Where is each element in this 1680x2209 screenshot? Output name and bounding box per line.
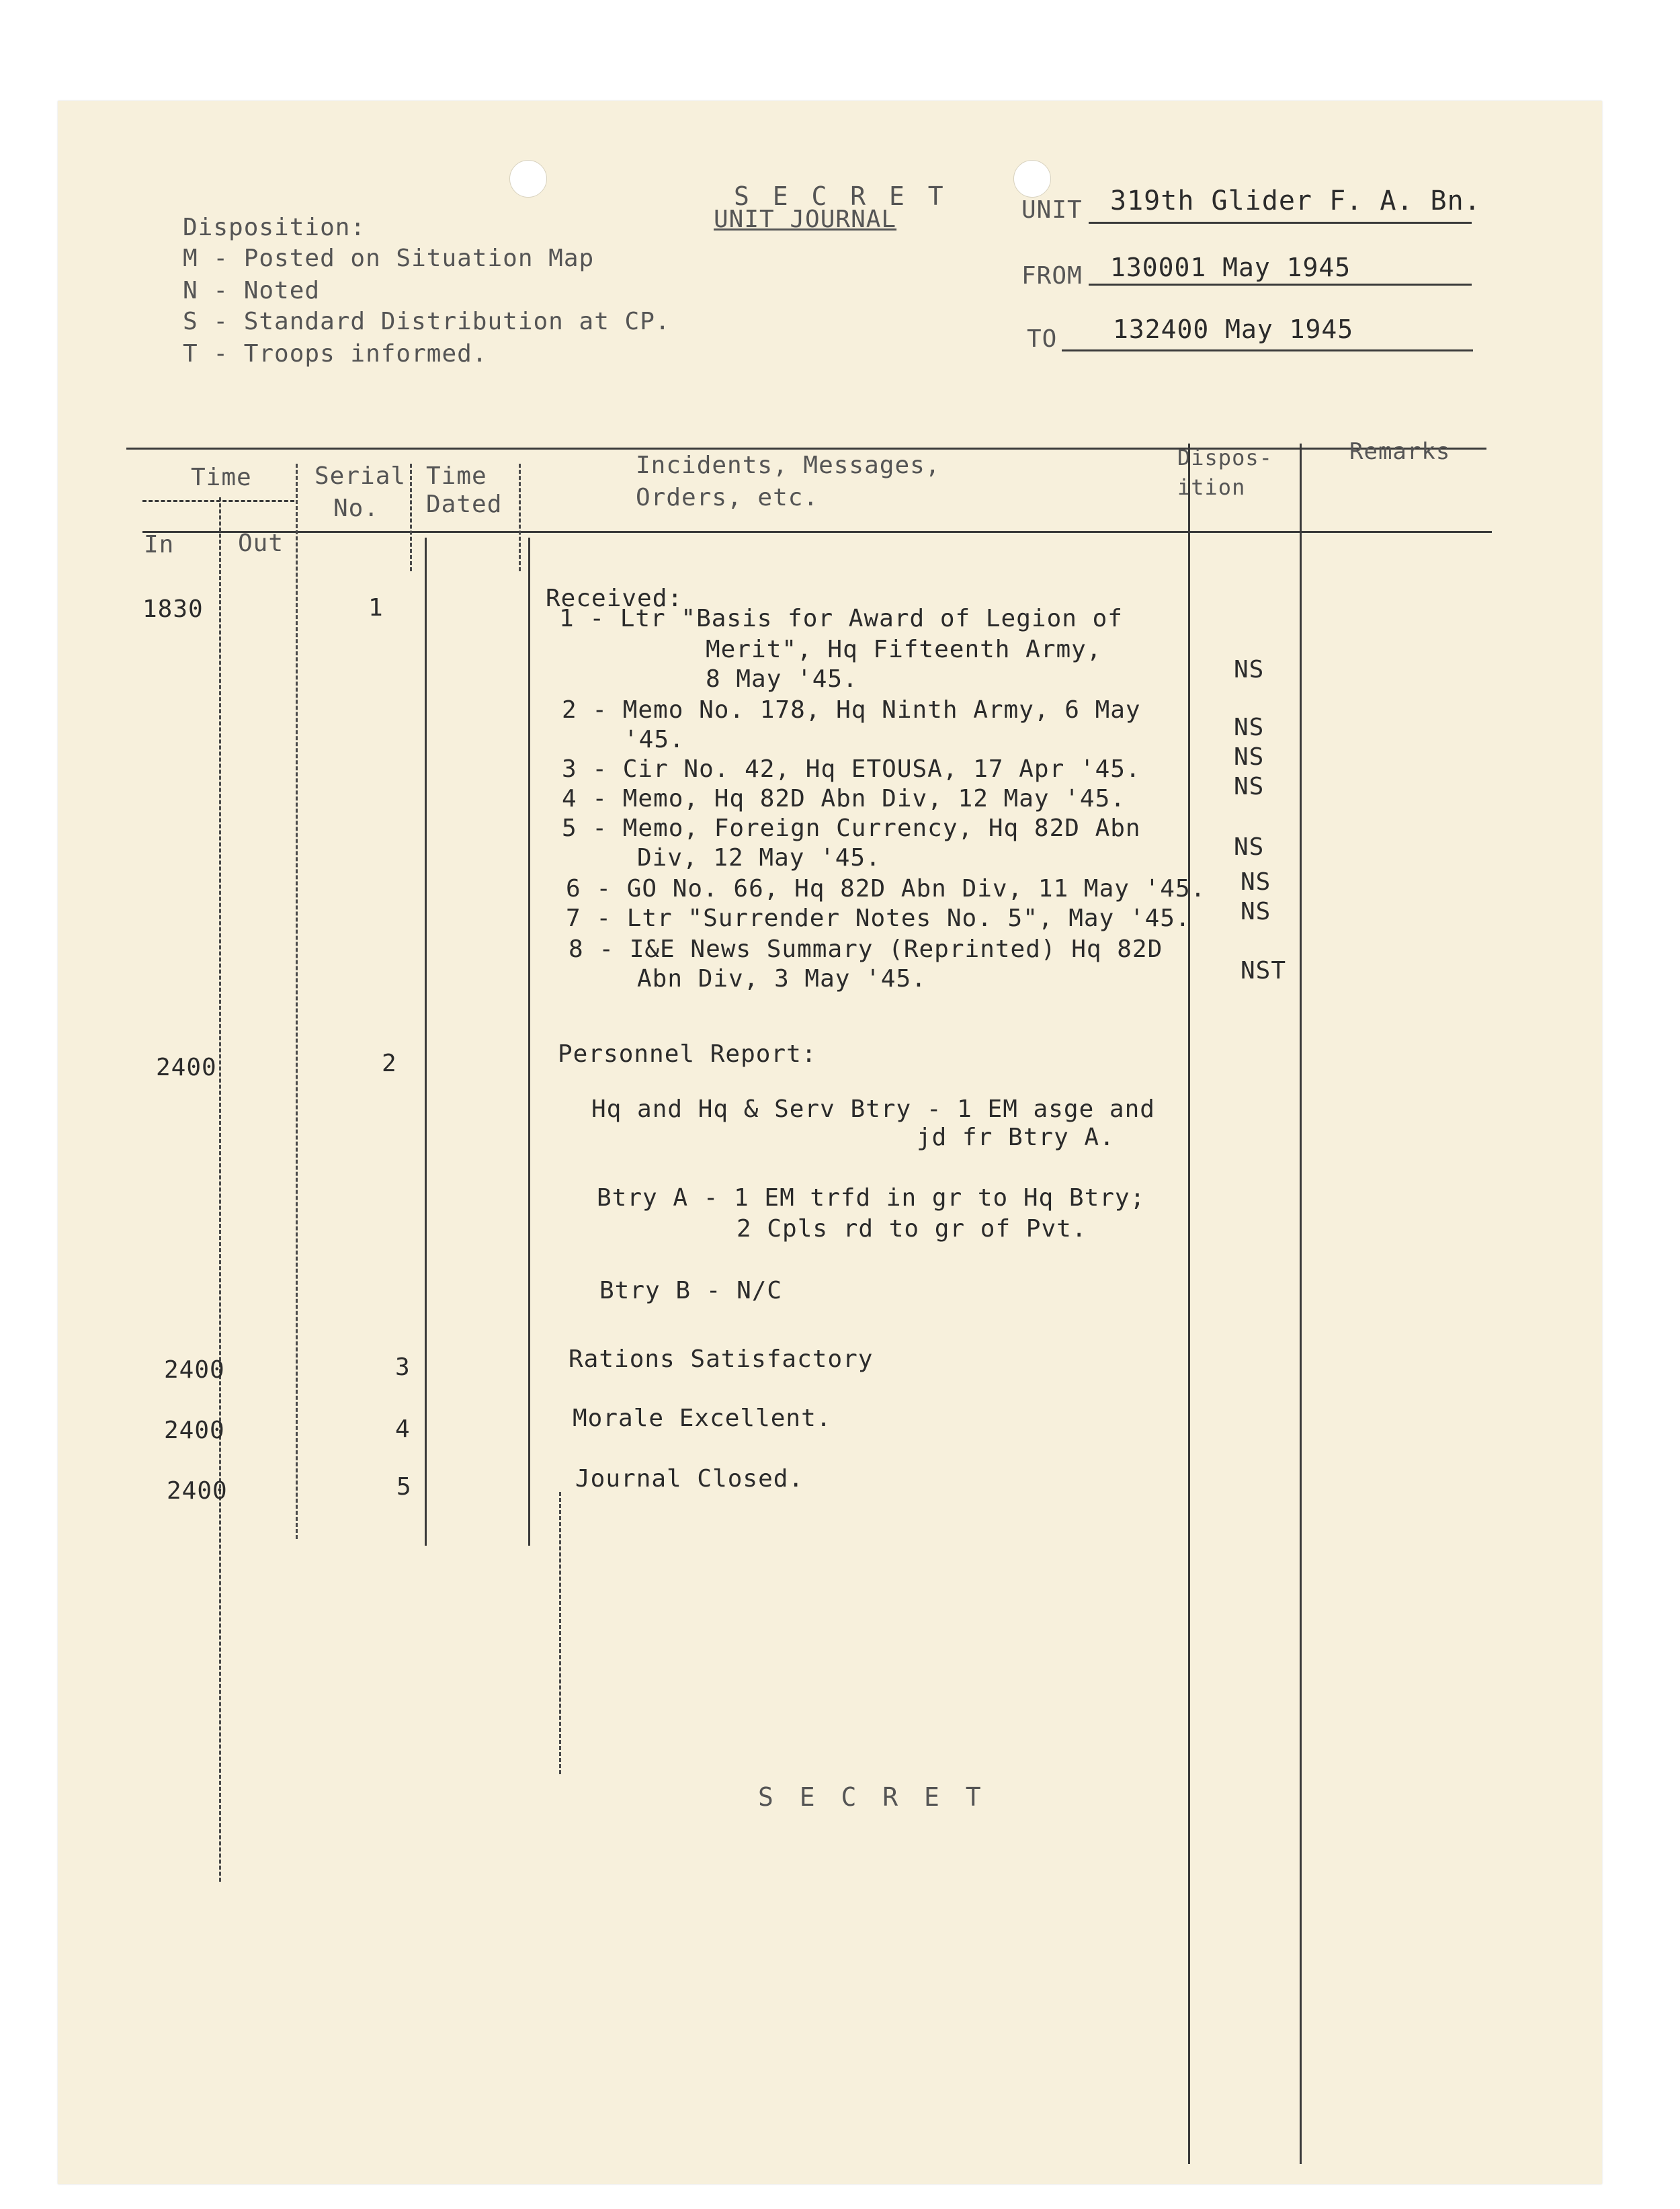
entry-disposition: NS	[1241, 898, 1271, 925]
entry-disposition: NS	[1234, 743, 1265, 771]
entry-disposition: NS	[1234, 833, 1265, 861]
table-header-bottom-rule	[142, 531, 1492, 533]
entry-disposition: NS	[1234, 714, 1265, 741]
col-in-header: In	[144, 531, 175, 558]
entry-line: 2 - Memo No. 178, Hq Ninth Army, 6 May	[562, 696, 1141, 724]
col-disposition-header: ition	[1177, 474, 1246, 500]
entry-line: 2 Cpls rd to gr of Pvt.	[737, 1215, 1087, 1243]
to-underline	[1062, 349, 1473, 351]
entry-heading: Received:	[546, 585, 683, 612]
column-divider-serial-dated	[410, 464, 412, 571]
entry-line: 8 May '45.	[706, 665, 858, 693]
col-time-dated-header: Time	[426, 462, 487, 490]
col-remarks-header: Remarks	[1349, 438, 1451, 465]
unit-value: 319th Glider F. A. Bn.	[1110, 185, 1481, 216]
entry-text: Journal Closed.	[575, 1465, 804, 1493]
entry-line: 7 - Ltr "Surrender Notes No. 5", May '45.	[566, 905, 1191, 932]
entry-line: jd fr Btry A.	[917, 1124, 1115, 1151]
time-subheader-rule	[142, 500, 294, 502]
col-time-header: Time	[191, 464, 252, 491]
entry-text: Rations Satisfactory	[569, 1345, 874, 1373]
unit-label: UNIT	[1021, 196, 1083, 224]
col-serial-no-header: No.	[333, 495, 380, 522]
column-divider-dated-incidents	[519, 464, 521, 571]
disposition-legend-item: S - Standard Distribution at CP.	[183, 308, 671, 335]
secret-marking-top: S E C R E T	[734, 181, 948, 211]
entry-line: 4 - Memo, Hq 82D Abn Div, 12 May '45.	[562, 785, 1126, 812]
column-divider-remarks	[1300, 444, 1302, 2164]
entry-time-in: 1830	[142, 595, 204, 623]
entry-line: 8 - I&E News Summary (Reprinted) Hq 82D	[569, 935, 1163, 963]
column-divider-incidents-lower	[559, 1492, 561, 1774]
disposition-legend-item: N - Noted	[183, 277, 321, 304]
secret-marking-bottom: S E C R E T	[758, 1782, 986, 1812]
col-disposition-header: Dispos-	[1177, 445, 1273, 470]
entry-line: Abn Div, 3 May '45.	[637, 965, 927, 993]
column-divider-serial	[425, 538, 427, 1546]
entry-time-in: 2400	[156, 1054, 217, 1081]
entry-disposition: NS	[1234, 773, 1265, 800]
entry-line: Btry B - N/C	[599, 1277, 783, 1304]
entry-time-in: 2400	[164, 1356, 225, 1384]
col-incidents-header: Incidents, Messages,	[636, 452, 941, 479]
column-divider-in-out	[219, 497, 221, 1882]
entry-disposition: NS	[1241, 868, 1271, 896]
from-underline	[1089, 284, 1472, 286]
entry-time-in: 2400	[164, 1417, 225, 1444]
col-incidents-header: Orders, etc.	[636, 484, 819, 511]
entry-line: 6 - GO No. 66, Hq 82D Abn Div, 11 May '45.	[566, 875, 1206, 903]
entry-serial: 4	[395, 1415, 411, 1443]
disposition-legend-title: Disposition:	[183, 214, 366, 241]
to-value: 132400 May 1945	[1113, 315, 1354, 344]
entry-line: Div, 12 May '45.	[637, 844, 881, 872]
entry-line: 5 - Memo, Foreign Currency, Hq 82D Abn	[562, 815, 1141, 842]
col-serial-header: Serial	[314, 462, 407, 490]
column-divider-dated	[528, 538, 530, 1546]
entry-heading: Personnel Report:	[558, 1040, 817, 1068]
disposition-legend-item: T - Troops informed.	[183, 340, 488, 368]
entry-line: Hq and Hq & Serv Btry - 1 EM asge and	[591, 1095, 1155, 1123]
journal-title: UNIT JOURNAL	[714, 206, 897, 233]
entry-text: Morale Excellent.	[573, 1405, 832, 1432]
column-divider-out-serial	[296, 464, 298, 1539]
entry-serial: 5	[396, 1473, 412, 1501]
table-top-rule	[126, 448, 1486, 450]
entry-serial: 3	[395, 1353, 411, 1381]
to-label: TO	[1027, 325, 1058, 353]
entry-line: 1 - Ltr "Basis for Award of Legion of	[559, 605, 1123, 632]
unit-underline	[1089, 222, 1472, 224]
from-label: FROM	[1021, 262, 1083, 290]
entry-time-in: 2400	[167, 1477, 228, 1505]
entry-line: Btry A - 1 EM trfd in gr to Hq Btry;	[597, 1184, 1146, 1212]
column-divider-disposition	[1188, 444, 1190, 2164]
punch-hole-left	[509, 160, 547, 198]
entry-serial: 2	[382, 1050, 397, 1077]
col-time-dated-header: Dated	[426, 491, 503, 518]
disposition-legend-item: M - Posted on Situation Map	[183, 245, 595, 272]
entry-disposition: NS	[1234, 656, 1265, 683]
entry-line: 3 - Cir No. 42, Hq ETOUSA, 17 Apr '45.	[562, 755, 1141, 783]
from-value: 130001 May 1945	[1110, 253, 1351, 282]
journal-page	[58, 101, 1602, 2184]
entry-line: Merit", Hq Fifteenth Army,	[706, 636, 1102, 663]
entry-disposition: NST	[1241, 957, 1287, 985]
punch-hole-right	[1013, 160, 1051, 198]
entry-line: '45.	[624, 726, 685, 753]
col-out-header: Out	[238, 530, 284, 557]
entry-serial: 1	[368, 594, 384, 622]
